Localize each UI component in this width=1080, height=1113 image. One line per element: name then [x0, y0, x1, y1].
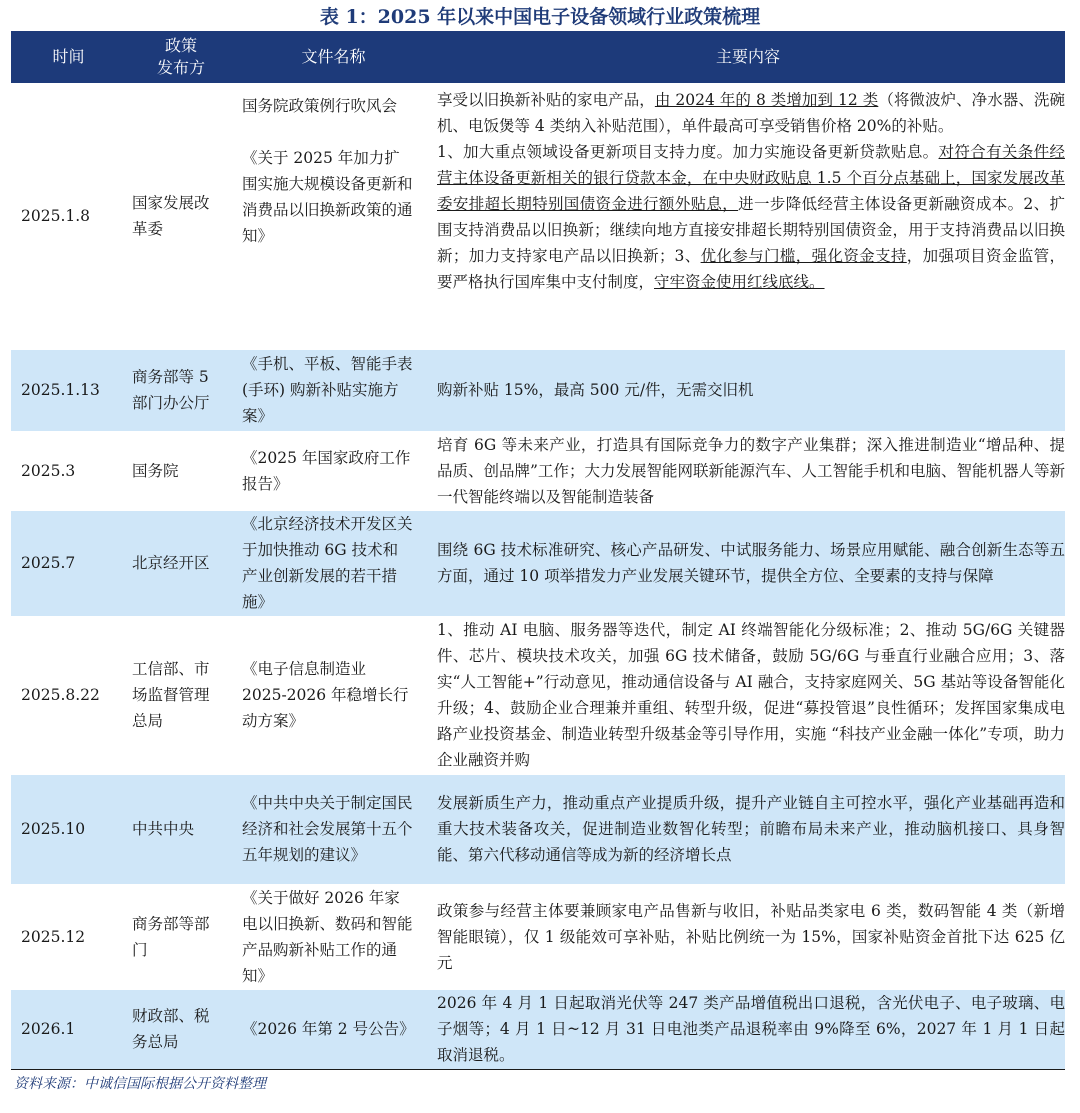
row-date: 2025.7: [11, 510, 126, 616]
row-document: [236, 884, 431, 989]
row-issuer-text: 国务院: [132, 461, 179, 480]
row-document: [236, 774, 431, 884]
row-content: [431, 83, 1065, 349]
row-issuer: [126, 616, 236, 774]
row-issuer-text: 商务部等部门: [132, 914, 210, 959]
content-underline: 由 2024 年的 8 类增加到 12 类: [654, 91, 879, 109]
content-text: 进一步降低经营主体设备更新融资成本。2、扩围支持消费品以旧换新；继续向地方直接安排超长期特别国债资金，用于支持消费品以旧换新；加力支持家电产品以旧换新；3、: [437, 195, 1065, 265]
content-text: （将微波炉、净水器、洗碗机、电饭煲等 4 类纳入补贴范围），单件最高可享受销售价格 20%的补贴。: [437, 91, 1065, 135]
row-date: 2025.3: [21, 461, 76, 480]
row-issuer-text: 商务部等 5 部门办公厅: [132, 368, 210, 412]
row-date: 2025.10: [11, 774, 126, 884]
row-issuer: [126, 884, 236, 989]
document-title: 《2026 年第 2 号公告》: [242, 1020, 415, 1038]
table-title: 表 1：2025 年以来中国电子设备领域行业政策梳理: [319, 6, 761, 28]
row-issuer: [126, 774, 236, 884]
row-content: 发展新质生产力，推动重点产业提质升级，提升产业链自主可控水平，强化产业基础再造和重大技术装备攻关，促进制造业数智化转型；前瞻布局未来产业，推动脑机接口、具身智能、第六代移动通信等成为新的经济增长点: [431, 774, 1065, 884]
row-date: 2026.1: [11, 989, 126, 1069]
document-title: 《北京经济技术开发区关于加快推动 6G 技术和产业创新发展的若干措施》: [242, 515, 413, 611]
row-issuer: [126, 431, 236, 510]
source-note: 资料来源：中诚信国际根据公开资料整理: [14, 1076, 266, 1092]
row-date: 2025.1.13: [11, 349, 126, 431]
content-underline: 守牢资金使用红线底线。: [654, 273, 825, 291]
row-issuer-text: 财政部、税务总局: [132, 1007, 210, 1051]
row-content: 政策参与经营主体要兼顾家电产品售新与收旧，补贴品类家电 6 类，数码智能 4 类（新增智能眼镜），仅 1 级能效可享补贴，补贴比例统一为 15%，国家补贴资金首批下达 625 亿元: [437, 901, 1065, 972]
row-content: 购新补贴 15%，最高 500 元/件，无需交旧机: [431, 349, 1065, 431]
row-issuer: [126, 349, 236, 431]
document-title: 《手机、平板、智能手表 (手环) 购新补贴实施方案》: [242, 355, 413, 425]
table-row: [11, 510, 1065, 616]
header-document: 文件名称: [236, 31, 431, 83]
document-title: 《2025 年国家政府工作报告》: [242, 448, 411, 493]
row-document: [236, 989, 431, 1069]
row-content: 培育 6G 等未来产业，打造具有国际竞争力的数字产业集群；深入推进制造业“增品种、提品质、创品牌”工作；大力发展智能网联新能源汽车、人工智能手机和电脑、智能机器人等新一代智能终端以及智能制造装备: [437, 435, 1065, 506]
header-date: 时间: [11, 31, 126, 83]
header-issuer: [126, 31, 236, 83]
header-row: [11, 31, 1065, 83]
row-issuer-text: 北京经开区: [132, 554, 210, 572]
row-document: [236, 349, 431, 431]
row-content: 1、推动 AI 电脑、服务器等迭代，制定 AI 终端智能化分级标准；2、推动 5G/6G 关键器件、芯片、模块技术攻关，加强 6G 技术储备，鼓励 5G/6G 与垂直行业融合应用；3、落实“人工智能+”行动意见，推动通信设备与 AI 融合，支持家庭网关、5G 基站等设备智能化升级；4、鼓励企业合理兼并重组、转型升级，促进“募投管退”良性循环；发挥国家集成电路产业投资基金、制造业转型升级基金等引导作用，实施 “科技产业金融一体化”专项，助力企业融资并购: [437, 621, 1065, 769]
content-paragraph: [437, 87, 1065, 139]
document-title: 《关于 2025 年加力扩围实施大规模设备更新和消费品以旧换新政策的通知》: [242, 149, 413, 245]
table-row: [11, 884, 1065, 989]
content-text: ，加强项目资金监管，要严格执行国库集中支付制度，: [437, 247, 1065, 291]
document-title: 国务院政策例行吹风会: [242, 97, 398, 115]
row-issuer: [126, 510, 236, 616]
row-issuer: [126, 83, 236, 349]
row-date: 2025.12: [21, 927, 86, 946]
table-row: [11, 83, 1065, 349]
content-text: 1、加大重点领域设备更新项目支持力度。加力实施设备更新贷款贴息。: [437, 143, 939, 161]
policy-table: [11, 31, 1065, 1070]
row-issuer-text: 中共中央: [132, 820, 195, 838]
header-content: 主要内容: [431, 31, 1065, 83]
table-row: [11, 431, 1065, 510]
content-underline: 对符合有关条件经营主体设备更新相关的银行贷款本金，在中央财政贴息 1.5 个百分点基础上，国家发展改革委安排超长期特别国债资金进行额外贴息，: [437, 143, 1065, 213]
content-paragraph: [437, 139, 1065, 295]
table-row: [11, 616, 1065, 774]
row-content: 2026 年 4 月 1 日起取消光伏等 247 类产品增值税出口退税，含光伏电子、电子玻璃、电子烟等；4 月 1 日~12 月 31 日电池类产品退税率由 9%降至 6%，2027 年 1 月 1 日起取消退税。: [431, 989, 1065, 1069]
row-issuer-text: 工信部、市场监督管理总局: [132, 660, 210, 730]
row-document: [236, 616, 431, 774]
row-date: 2025.8.22: [21, 686, 100, 704]
row-content: 围绕 6G 技术标准研究、核心产品研发、中试服务能力、场景应用赋能、融合创新生态等五方面，通过 10 项举措发力产业发展关键环节，提供全方位、全要素的支持与保障: [431, 510, 1065, 616]
header-issuer-line1: 政策: [164, 36, 197, 55]
row-document: [236, 83, 431, 349]
content-underline: 优化参与门槛，强化资金支持: [700, 247, 907, 265]
table-row: [11, 774, 1065, 884]
row-issuer-text: 国家发展改革委: [132, 193, 210, 238]
document-title: 《中共中央关于制定国民经济和社会发展第十五个五年规划的建议》: [242, 794, 413, 864]
content-text: 享受以旧换新补贴的家电产品，: [437, 91, 655, 109]
row-document: [236, 510, 431, 616]
document-title: 《关于做好 2026 年家电以旧换新、数码和智能产品购新补贴工作的通知》: [242, 888, 413, 985]
header-issuer-line2: 发布方: [156, 58, 205, 77]
table-row: [11, 349, 1065, 431]
row-issuer: [126, 989, 236, 1069]
document-title: 《电子信息制造业 2025-2026 年稳增长行动方案》: [242, 660, 409, 730]
table-row: [11, 989, 1065, 1069]
row-document: [236, 431, 431, 510]
row-date: 2025.1.8: [21, 206, 91, 225]
